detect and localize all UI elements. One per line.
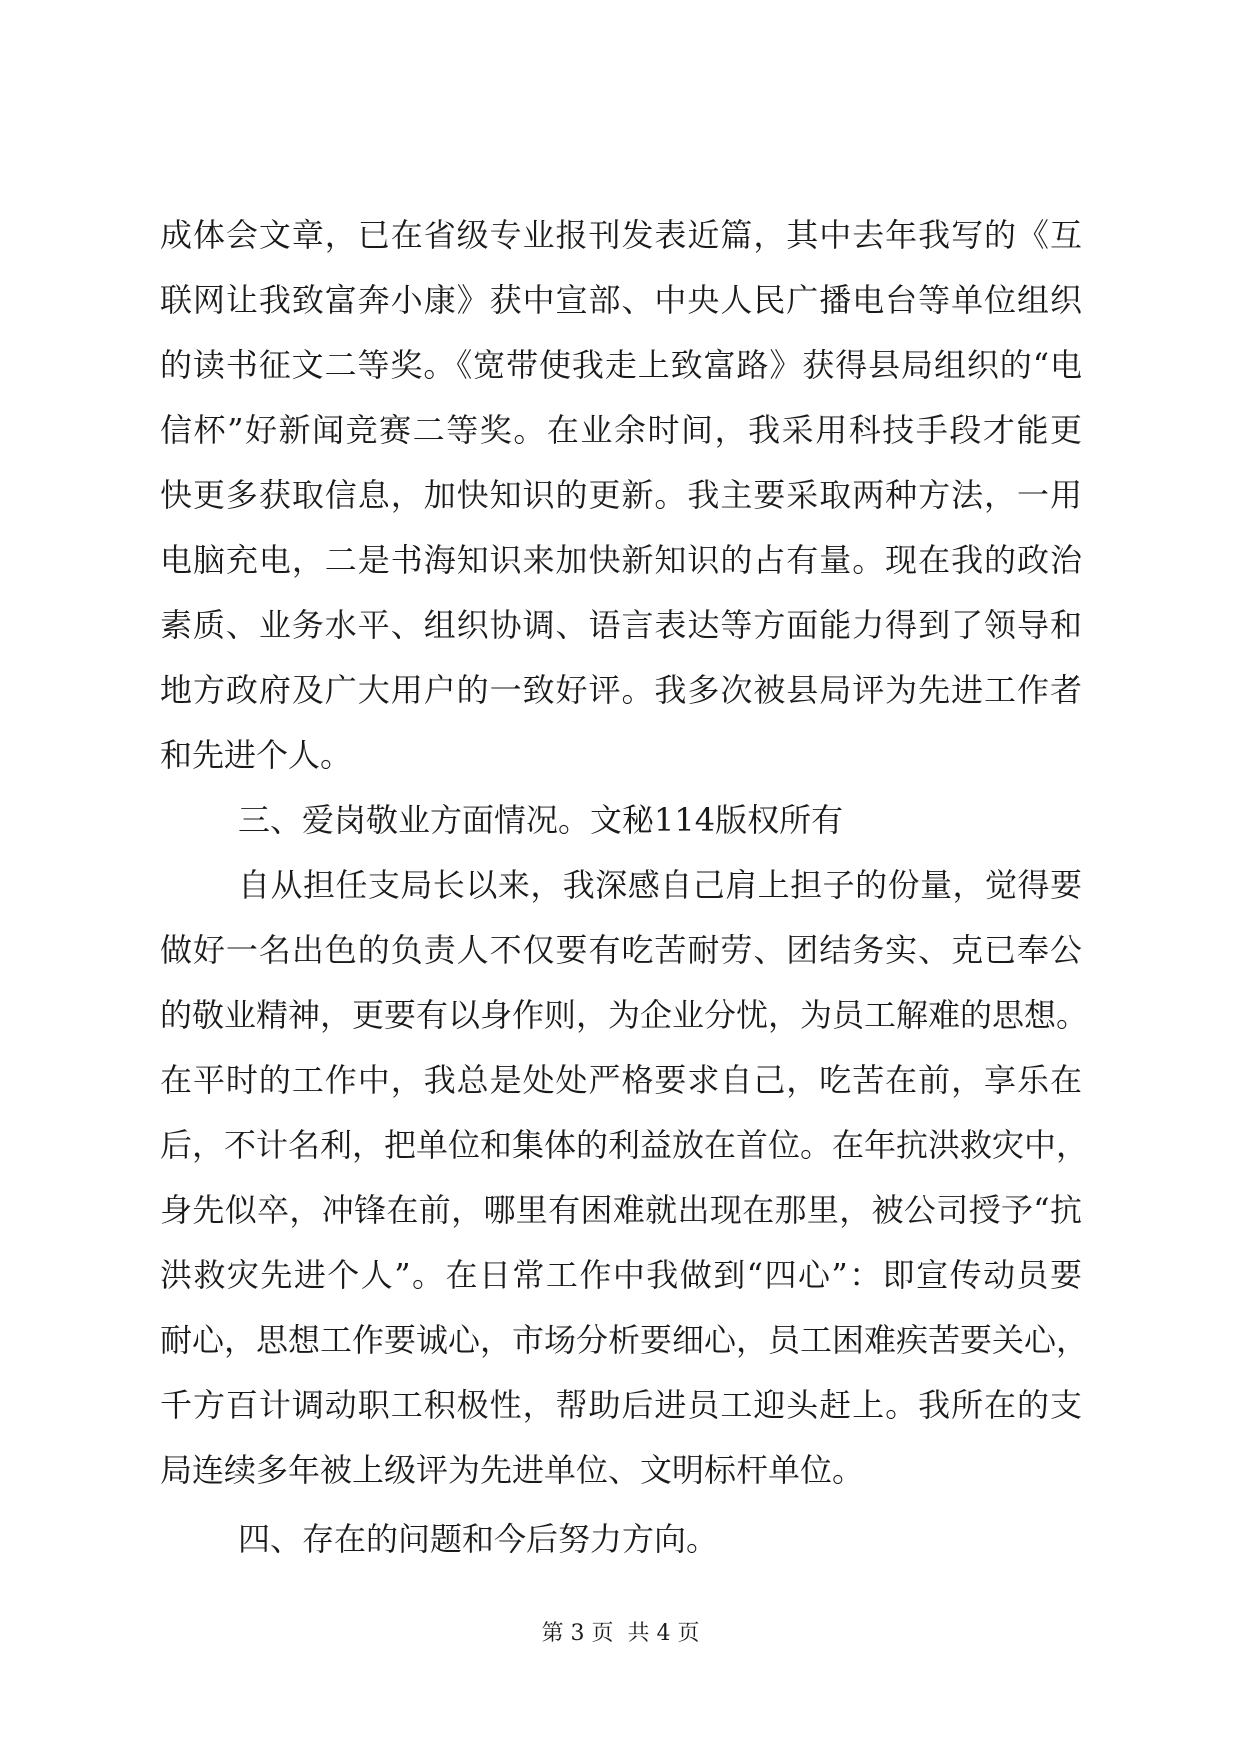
body-line: 在平时的工作中，我总是处处严格要求自己，吃苦在前，享乐在 [160,1061,1082,1099]
section-heading: 四、存在的问题和今后努力方向。 [238,1520,719,1558]
body-line: 的敬业精神，更要有以身作则，为企业分忧，为员工解难的思想。 [160,996,1089,1034]
body-line: 成体会文章，已在省级专业报刊发表近篇，其中去年我写的《互 [160,216,1082,254]
body-line: 洪救灾先进个人”。在日常工作中我做到“四心”：即宣传动员要 [160,1256,1082,1294]
body-line: 联网让我致富奔小康》获中宣部、中央人民广播电台等单位组织 [160,281,1082,319]
body-line: 素质、业务水平、组织协调、语言表达等方面能力得到了领导和 [160,606,1082,644]
document-body [160,203,1089,1572]
body-line: 自从担任支局长以来，我深感自己肩上担子的份量，觉得要 [238,866,1082,904]
body-line: 后，不计名利，把单位和集体的利益放在首位。在年抗洪救灾中， [160,1126,1089,1164]
body-line: 身先似卒，冲锋在前，哪里有困难就出现在那里，被公司授予“抗 [160,1191,1082,1229]
body-line: 的读书征文二等奖。《宽带使我走上致富路》获得县局组织的“电 [160,346,1082,384]
body-line: 电脑充电，二是书海知识来加快新知识的占有量。现在我的政治 [160,541,1082,579]
body-line: 千方百计调动职工积极性，帮助后进员工迎头赶上。我所在的支 [160,1386,1082,1424]
body-line: 地方政府及广大用户的一致好评。我多次被县局评为先进工作者 [160,671,1082,709]
body-line: 做好一名出色的负责人不仅要有吃苦耐劳、团结务实、克已奉公 [160,931,1082,969]
body-line: 耐心，思想工作要诚心，市场分析要细心，员工困难疾苦要关心， [160,1321,1089,1359]
body-line: 快更多获取信息，加快知识的更新。我主要采取两种方法，一用 [160,476,1082,514]
body-line: 信杯”好新闻竞赛二等奖。在业余时间，我采用科技手段才能更 [160,411,1082,449]
body-line: 和先进个人。 [160,736,353,774]
page-number: 第 3 页 共 4 页 [541,1621,700,1646]
body-line: 局连续多年被上级评为先进单位、文明标杆单位。 [160,1451,865,1489]
section-heading: 三、爱岗敬业方面情况。文秘114版权所有 [238,801,844,839]
